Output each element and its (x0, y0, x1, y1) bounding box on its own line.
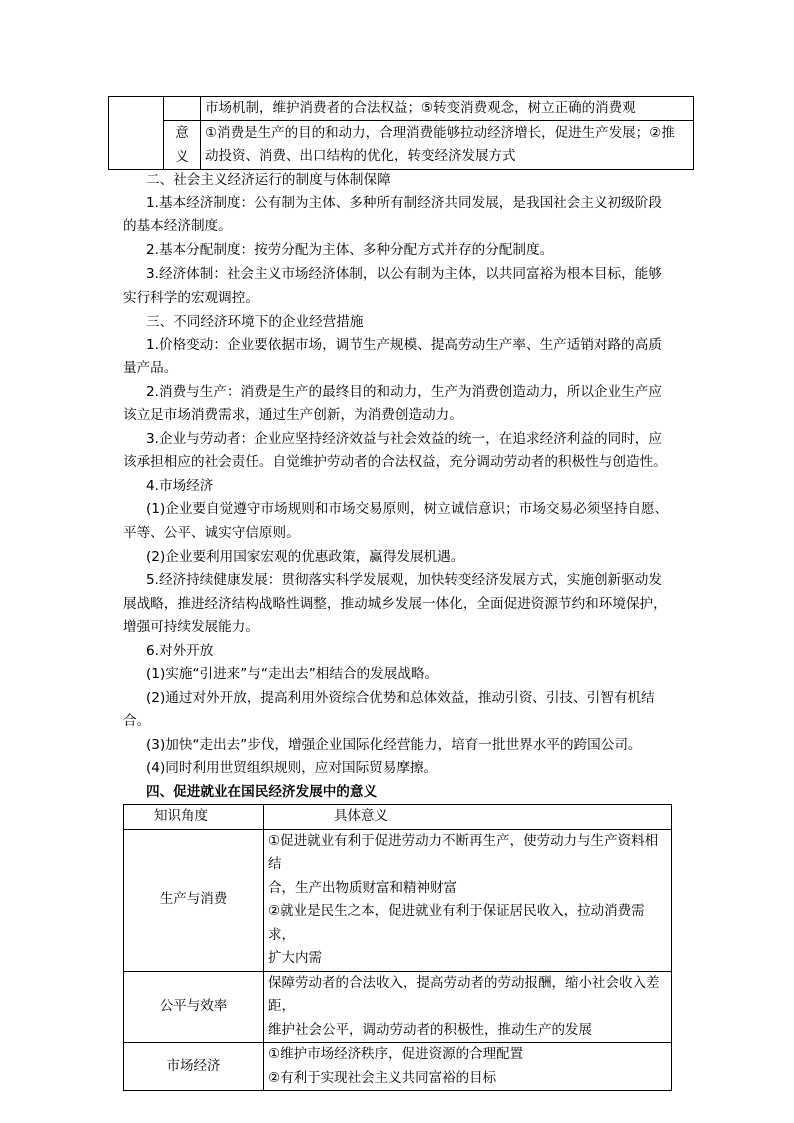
paragraph-line: 2.消费与生产：消费是生产的最终目的和动力，生产为消费创造动力，所以企业生产应 (146, 384, 662, 400)
table-cell: ①维护市场经济秩序，促进资源的合理配置 ②有利于实现社会主义共同富裕的目标 (264, 1043, 672, 1091)
paragraph-line: 平等、公平、诚实守信原则。 (123, 525, 300, 541)
table-cell: 保障劳动者的合法收入，提高劳动者的劳动报酬，缩小社会收入差距， 维护社会公平，调动劳动者的积极性，推动生产的发展 (264, 971, 672, 1043)
paragraph-line: 的基本经济制度。 (123, 218, 232, 234)
paragraph-line: 2.基本分配制度：按劳分配为主体、多种分配方式并存的分配制度。 (146, 242, 554, 258)
table-row (124, 971, 672, 1043)
paragraph-line: 合。 (123, 713, 151, 729)
row-label: 公平与效率 (124, 971, 264, 1043)
header-cell-meaning: 具体意义 (264, 805, 672, 830)
paragraph-line: 1.价格变动：企业要依据市场，调节生产规模、提高劳动生产率、生产适销对路的高质 (146, 337, 662, 353)
header-cell-knowledge-angle: 知识角度 (124, 805, 264, 830)
bottom-table (123, 804, 672, 1091)
section-heading: 四、促进就业在国民经济发展中的意义 (146, 784, 378, 800)
top-table (108, 96, 694, 170)
table-cell-empty (164, 97, 201, 121)
paragraph-line: 实行科学的宏观调控。 (123, 290, 259, 306)
paragraph-line: 展战略，推进经济结构战略性调整，推动城乡发展一体化，全面促进资源节约和环境保护， (123, 596, 667, 612)
table-cell: ①促进就业有利于促进劳动力不断再生产，使劳动力与生产资料相结 合，生产出物质财富和精神财富 ②就业是民生之本，促进就业有利于保证居民收入，拉动消费需求， 扩大内需 (264, 829, 672, 971)
row-label: 生产与消费 (124, 829, 264, 971)
paragraph-line: 增强可持续发展能力。 (123, 619, 259, 635)
paragraph-line: 5.经济持续健康发展：贯彻落实科学发展观，加快转变经济发展方式，实施创新驱动发 (146, 572, 662, 588)
subheading: 6.对外开放 (146, 643, 214, 659)
paragraph-line: 量产品。 (123, 360, 178, 376)
table-cell-empty (109, 97, 164, 170)
paragraph-line: 1.基本经济制度：公有制为主体、多种所有制经济共同发展，是我国社会主义初级阶段 (146, 195, 662, 211)
paragraph-line: 3.企业与劳动者：企业应坚持经济效益与社会效益的统一，在追求经济利益的同时，应 (146, 431, 662, 447)
table-row (124, 1043, 672, 1091)
paragraph-line: (4)同时利用世贸组织规则，应对国际贸易摩擦。 (146, 760, 438, 776)
paragraph-line: (1)企业要自觉遵守市场规则和市场交易原则，树立诚信意识；市场交易必须坚持自愿、 (146, 501, 669, 517)
paragraph-line: (2)通过对外开放，提高利用外资综合优势和总体效益，推动引资、引技、引智有机结 (146, 690, 655, 706)
table-row (109, 97, 694, 121)
table-cell: ①消费是生产的目的和动力，合理消费能够拉动经济增长，促进生产发展；②推 动投资、消费、出口结构的优化，转变经济发展方式 (201, 121, 694, 170)
table-row (124, 829, 672, 971)
row-label-yiyi: 意 义 (164, 121, 201, 170)
paragraph-line: 该立足市场消费需求，通过生产创新，为消费创造动力。 (123, 407, 463, 423)
paragraph-line: (3)加快“走出去”步伐，增强企业国际化经营能力，培育一批世界水平的跨国公司。 (146, 737, 642, 753)
section-heading: 二、社会主义经济运行的制度与体制保障 (146, 172, 391, 188)
row-label: 市场经济 (124, 1043, 264, 1091)
paragraph-line: (1)实施“引进来”与“走出去”相结合的发展战略。 (146, 666, 439, 682)
paragraph-line: 3.经济体制：社会主义市场经济体制，以公有制为主体，以共同富裕为根本目标，能够 (146, 266, 662, 282)
table-cell: 市场机制，维护消费者的合法权益；⑤转变消费观念，树立正确的消费观 (201, 97, 694, 121)
subheading: 4.市场经济 (146, 478, 214, 494)
paragraph-line: 该承担相应的社会责任。自觉维护劳动者的合法权益，充分调动劳动者的积极性与创造性。 (123, 454, 667, 470)
paragraph-line: (2)企业要利用国家宏观的优惠政策，赢得发展机遇。 (146, 549, 465, 565)
table-header-row (124, 805, 672, 830)
table-row (109, 121, 694, 170)
section-heading: 三、不同经济环境下的企业经营措施 (146, 314, 364, 330)
